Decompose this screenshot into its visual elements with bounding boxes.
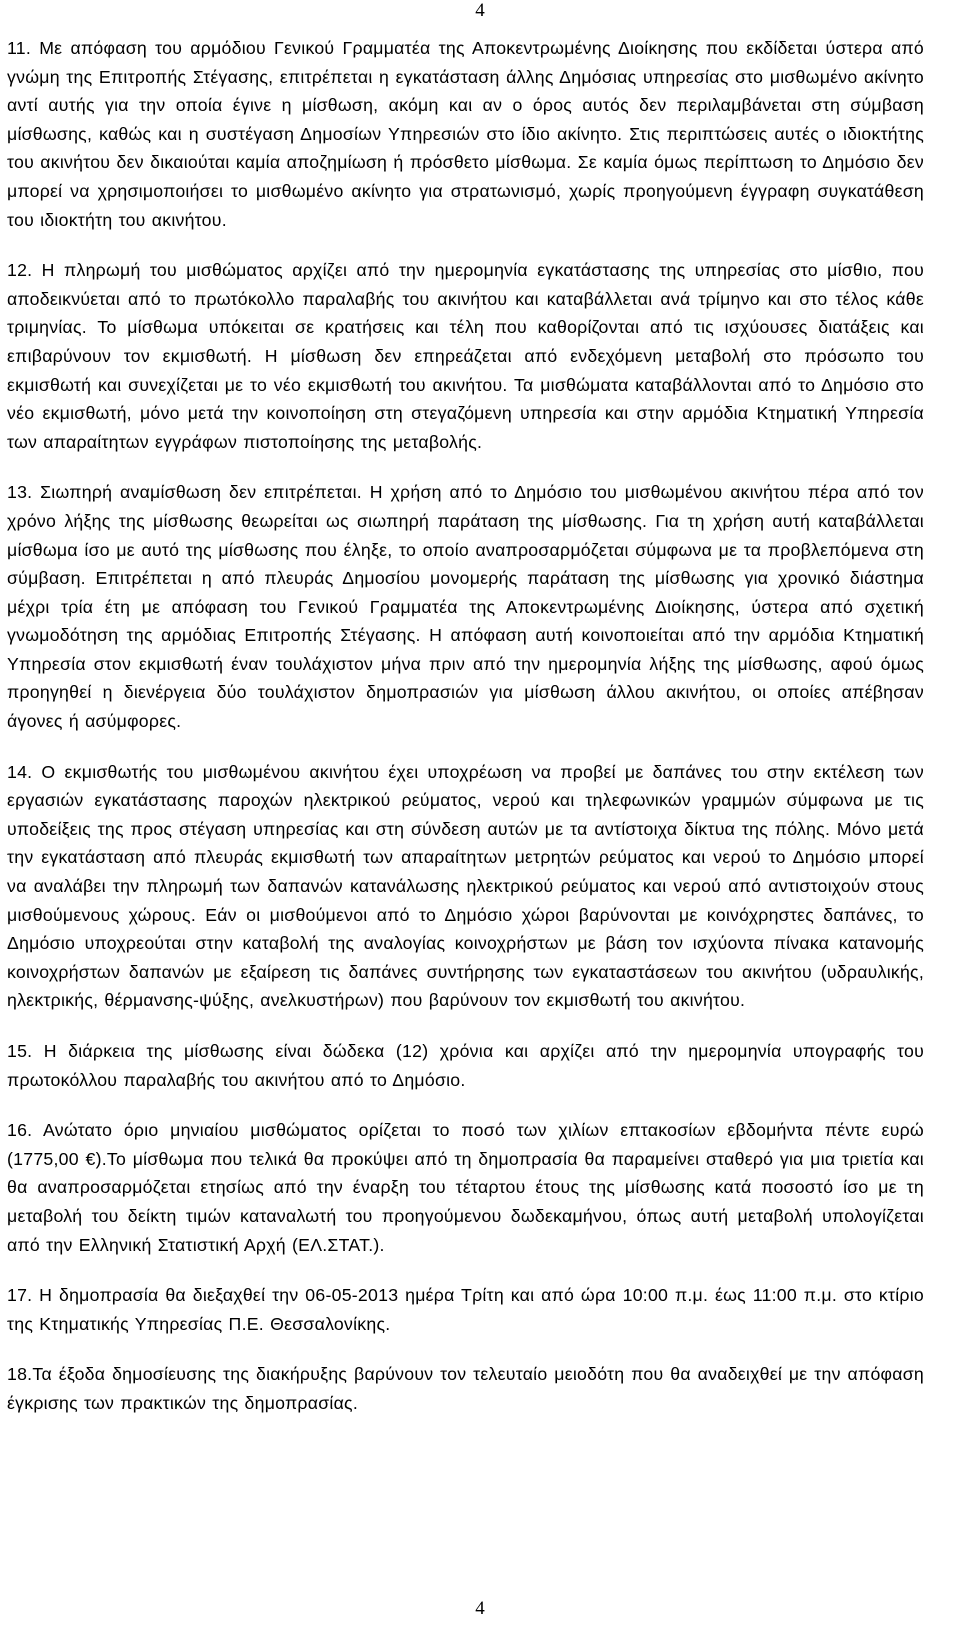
clause-15: 15. Η διάρκεια της μίσθωσης είναι δώδεκα (12) χρόνια και αρχίζει από την ημερομηνία υπογραφής του πρωτοκόλλου παραλαβής του ακινήτου από το Δημόσιο. [7,1041,924,1090]
clause-11: 11. Με απόφαση του αρμόδιου Γενικού Γραμματέα της Αποκεντρωμένης Διοίκησης που εκδίδεται ύστερα από γνώμη της Επιτροπής Στέγασης, επιτρέπεται η εγκατάσταση άλλης Δημόσιας υπηρεσίας στο μισθωμένο ακίνητο αντί αυτής για την οποία έγινε η μίσθωση, ακόμη και αν ο όρος αυτός δεν περιλαμβάνεται στη σύμβαση μίσθωσης, καθώς και η συστέγαση Δημοσίων Υπηρεσιών στο ίδιο ακίνητο. Στις περιπτώσεις αυτές ο ιδιοκτήτης του ακινήτου δεν δικαιούται καμία αποζημίωση ή πρόσθετο μίσθωμα. Σε καμία όμως περίπτωση το Δημόσιο δεν μπορεί να χρησιμοποιήσει το μισθωμένο ακίνητο για στρατωνισμό, χωρίς προηγούμενη έγγραφη συγκατάθεση του ιδιοκτήτη του ακινήτου. [7,38,924,230]
clause-14: 14. Ο εκμισθωτής του μισθωμένου ακινήτου έχει υποχρέωση να προβεί με δαπάνες του στην εκτέλεση των εργασιών εγκατάστασης παροχών ηλεκτρικού ρεύματος, νερού και τηλεφωνικών γραμμών σύμφωνα με τις υποδείξεις της προς στέγαση υπηρεσίας και στη σύνδεση αυτών με τα αντίστοιχα δίκτυα της πόλης. Μόνο μετά την εγκατάσταση από πλευράς εκμισθωτή των απαραίτητων μετρητών ρεύματος και νερού το Δημόσιο μπορεί να αναλάβει την πληρωμή των δαπανών κατανάλωσης ηλεκτρικού ρεύματος και νερού από αντιστοιχούν στους μισθούμενους χώρους. Εάν οι μισθούμενοι από το Δημόσιο χώροι βαρύνονται με κοινόχρηστες δαπάνες, το Δημόσιο υποχρεούται στην καταβολή της αναλογίας κοινοχρήστων με βάση τον ισχύοντα πίνακα κατανομής κοινοχρήστων δαπανών με εξαίρεση τις δαπάνες συντήρησης των εγκαταστάσεων του ακινήτου (υδραυλικής, ηλεκτρικής, θέρμανσης-ψύξης, ανελκυστήρων) που βαρύνουν τον εκμισθωτή του ακινήτου. [7,761,924,1011]
clause-18: 18.Τα έξοδα δημοσίευσης της διακήρυξης βαρύνουν τον τελευταίο μειοδότη που θα αναδειχθεί με την απόφαση έγκρισης των πρακτικών της δημοπρασίας. [7,1364,924,1413]
clause-13: 13. Σιωπηρή αναμίσθωση δεν επιτρέπεται. Η χρήση από το Δημόσιο του μισθωμένου ακινήτου πέρα από τον χρόνο λήξης της μίσθωσης θεωρείται ως σιωπηρή παράταση της μίσθωσης. Για τη χρήση αυτή καταβάλλεται μίσθωμα ίσο με αυτό της μίσθωσης που έληξε, το οποίο αναπροσαρμόζεται σύμφωνα με τα προβλεπόμενα στη σύμβαση. Επιτρέπεται η από πλευράς Δημοσίου μονομερής παράταση της μίσθωσης για χρονικό διάστημα μέχρι τρία έτη με απόφαση του Γενικού Γραμματέα της Αποκεντρωμένης Διοίκησης, ύστερα από σχετική γνωμοδότηση της αρμόδιας Επιτροπής Στέγασης. Η απόφαση αυτή κοινοποιείται από την αρμόδια Κτηματική Υπηρεσία στον εκμισθωτή έναν τουλάχιστον μήνα πριν από την ημερομηνία λήξης της μίσθωσης, αφού όμως προηγηθεί η διενέργεια δύο τουλάχιστον δημοπρασιών για μίσθωση άλλου ακινήτου, οι οποίες απέβησαν άγονες ή ασύμφορες. [7,482,924,732]
clause-16: 16. Ανώτατο όριο μηνιαίου μισθώματος ορίζεται το ποσό των χιλίων επτακοσίων εβδομήντα πέντε ευρώ (1775,00 €).Το μίσθωμα που τελικά θα προκύψει από τη δημοπρασία θα παραμείνει σταθερό για μια τριετία και θα αναπροσαρμόζεται ετησίως από την έναρξη του τέταρτου έτους της μίσθωσης κατά ποσοστό ίσο με τη μεταβολή του δείκτη τιμών καταναλωτή του προηγούμενου δωδεκαμήνου, όπως αυτή μεταβολή υπολογίζεται από την Ελληνική Στατιστική Αρχή (ΕΛ.ΣΤΑΤ.). [7,1120,924,1255]
clause-17: 17. Η δημοπρασία θα διεξαχθεί την 06-05-2013 ημέρα Τρίτη και από ώρα 10:00 π.μ. έως 11:00 π.μ. στο κτίριο της Κτηματικής Υπηρεσίας Π.Ε. Θεσσαλονίκης. [7,1285,924,1334]
clause-12: 12. Η πληρωμή του μισθώματος αρχίζει από την ημερομηνία εγκατάστασης της υπηρεσίας στο μίσθιο, που αποδεικνύεται από το πρωτόκολλο παραλαβής του ακινήτου και καταβάλλεται ανά τρίμηνο και στο τέλος κάθε τριμηνίας. Το μίσθωμα υπόκειται σε κρατήσεις και τέλη που καθορίζονται από τις ισχύουσες διατάξεις και επιβαρύνουν τον εκμισθωτή. Η μίσθωση δεν επηρεάζεται από ενδεχόμενη μεταβολή στο πρόσωπο του εκμισθωτή και συνεχίζεται με το νέο εκμισθωτή του ακινήτου. Τα μισθώματα καταβάλλονται από το Δημόσιο στο νέο εκμισθωτή, μόνο μετά την κοινοποίηση στη στεγαζόμενη υπηρεσία και στην αρμόδια Κτηματική Υπηρεσία των απαραίτητων εγγράφων πιστοποίησης της μεταβολής. [7,260,924,452]
page-number-bottom-text: 4 [475,1598,485,1619]
page-number-bottom [0,1598,960,1620]
page-number-top [0,0,960,22]
page-number-top-text: 4 [475,0,485,21]
document-body [7,34,924,1440]
